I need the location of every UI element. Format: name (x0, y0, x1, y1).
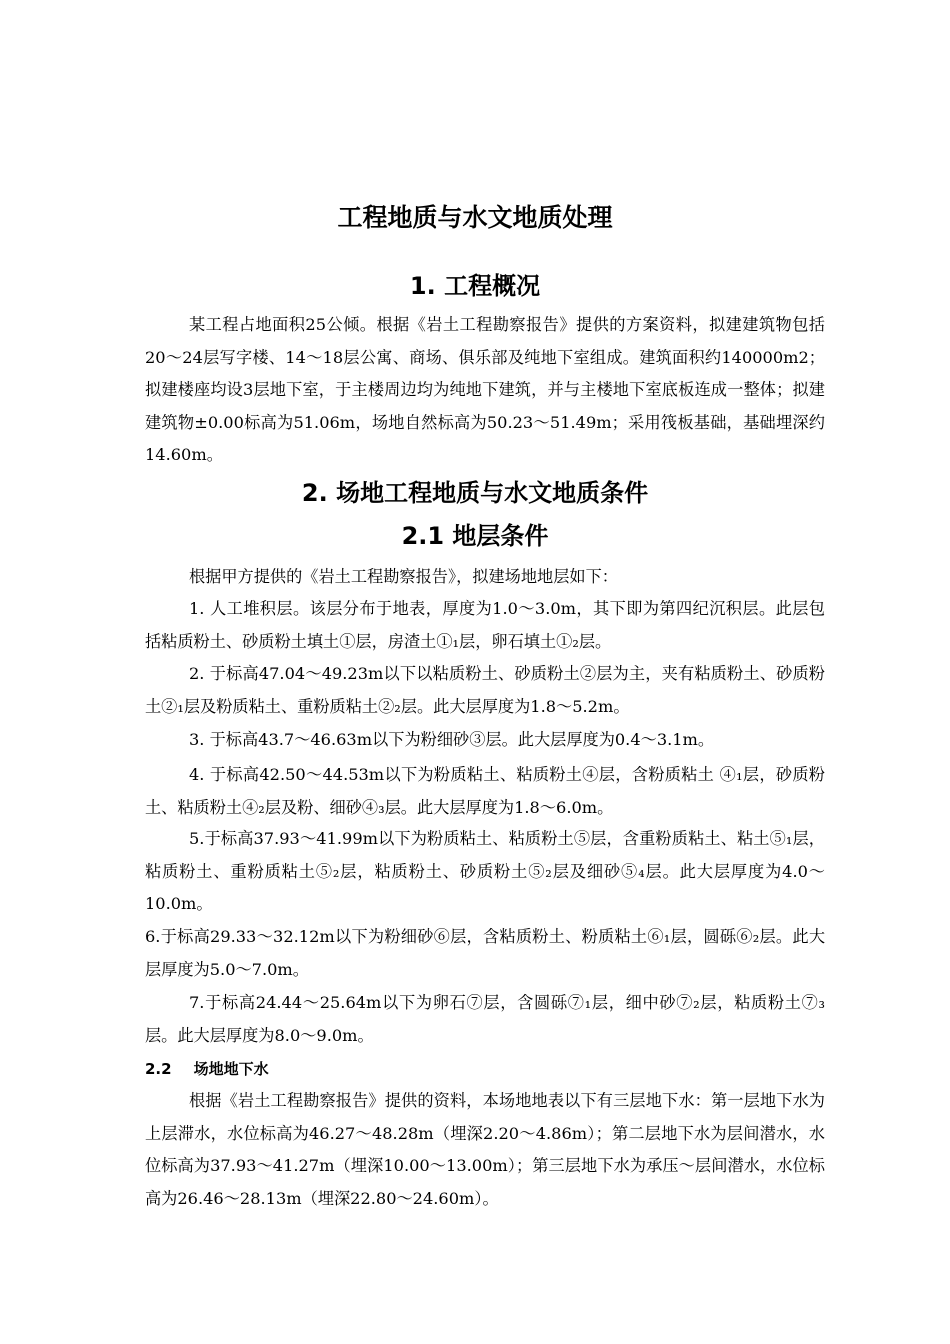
stratum-item-7: 7.于标高24.44～25.64m以下为卵石⑦层，含圆砾⑦₁层，细中砂⑦₂层，粘质粉土⑦₃层。此大层厚度为8.0～9.0m。 (145, 993, 825, 1045)
stratum-item-6: 6.于标高29.33～32.12m以下为粉细砂⑥层，含粘质粉土、粉质粘土⑥₁层，圆砾⑥₂层。此大层厚度为5.0～7.0m。 (145, 927, 825, 979)
section-2-1-intro: 根据甲方提供的《岩土工程勘察报告》，拟建场地地层如下： (189, 567, 618, 586)
stratum-item-3: 3. 于标高43.7～46.63m以下为粉细砂③层。此大层厚度为0.4～3.1m。 (189, 730, 715, 749)
section-2-2-heading (145, 1056, 269, 1082)
section-2-1-heading: 2.1 地层条件 (401, 522, 549, 550)
section-1-heading: 1. 工程概况 (409, 272, 541, 300)
stratum-item-5: 5.于标高37.93～41.99m以下为粉质粘土、粘质粉土⑤层，含重粉质粘土、粘土⑤₁层，粘质粉土、重粉质粘土⑤₂层，粘质粉土、砂质粉土⑤₂层及细砂⑤₄层。此大层厚度为4.0～10.0m。 (145, 829, 825, 913)
document-title: 工程地质与水文地质处理 (337, 203, 613, 232)
section-2-2-number: 2.2 (145, 1060, 172, 1078)
section-2-heading: 2. 场地工程地质与水文地质条件 (301, 479, 649, 507)
stratum-item-2: 2. 于标高47.04～49.23m以下以粘质粉土、砂质粉土②层为主，夹有粘质粉土、砂质粉土②₁层及粉质粘土、重粉质粘土②₂层。此大层厚度为1.8～5.2m。 (145, 664, 825, 716)
section-2-2-title: 场地地下水 (193, 1060, 269, 1078)
stratum-item-1: 1. 人工堆积层。该层分布于地表，厚度为1.0～3.0m，其下即为第四纪沉积层。此层包括粘质粉土、砂质粉土填土①层，房渣土①₁层，卵石填土①₂层。 (145, 599, 825, 651)
stratum-item-4: 4. 于标高42.50～44.53m以下为粉质粘土、粘质粉土④层，含粉质粘土 ④₁层，砂质粉土、粘质粉土④₂层及粉、细砂④₃层。此大层厚度为1.8～6.0m。 (145, 765, 825, 817)
section-1-paragraph: 某工程占地面积25公倾。根据《岩土工程勘察报告》提供的方案资料，拟建建筑物包括20～24层写字楼、14～18层公寓、商场、俱乐部及纯地下室组成。建筑面积约140000m2；拟建楼座均设3层地下室，于主楼周边均为纯地下建筑，并与主楼地下室底板连成一整体；拟建建筑物±0.00标高为51.06m，场地自然标高为50.23～51.49m；采用筏板基础，基础埋深约14.60m。 (145, 315, 825, 464)
section-2-2-paragraph: 根据《岩土工程勘察报告》提供的资料，本场地地表以下有三层地下水：第一层地下水为上层滞水，水位标高为46.27～48.28m（埋深2.20～4.86m）；第二层地下水为层间潜水，水位标高为37.93～41.27m（埋深10.00～13.00m）；第三层地下水为承压～层间潜水，水位标高为26.46～28.13m（埋深22.80～24.60m）。 (145, 1091, 825, 1208)
